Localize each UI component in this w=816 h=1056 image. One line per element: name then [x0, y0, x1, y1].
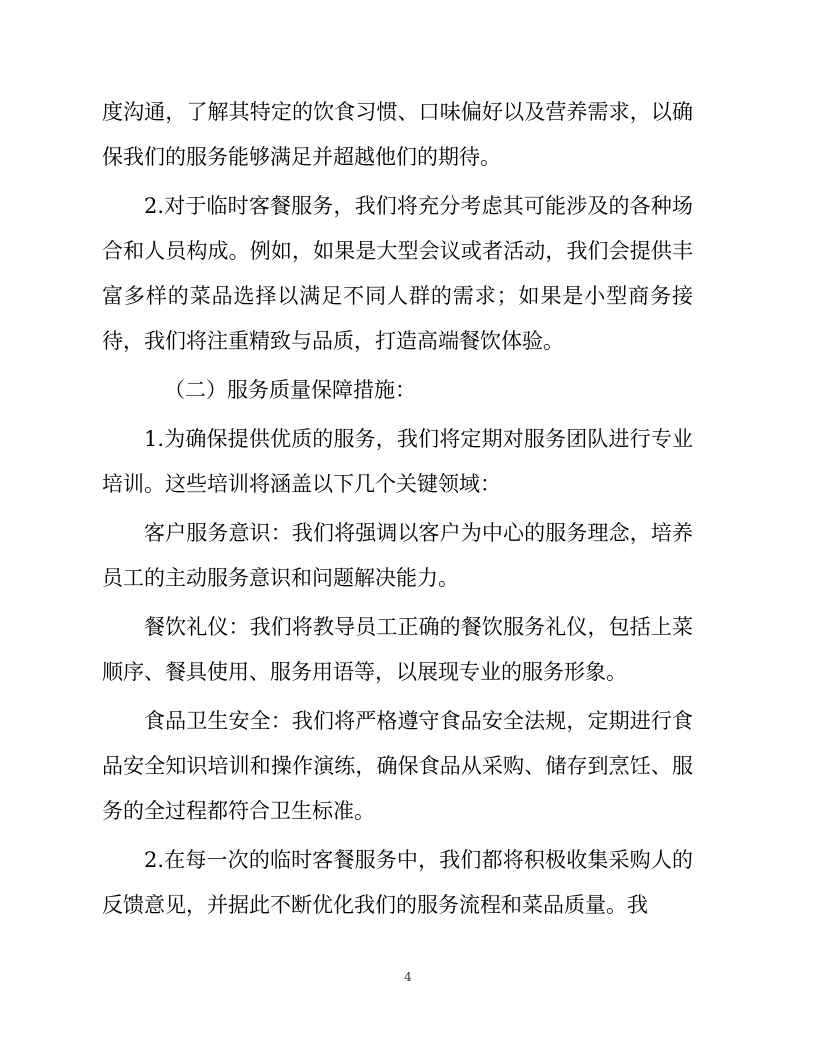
paragraph-customer-service-awareness: 客户服务意识：我们将强调以客户为中心的服务理念，培养员工的主动服务意识和问题解决能力。 — [102, 521, 693, 590]
paragraph-feedback-collection: 2.在每一次的临时客餐服务中，我们都将积极收集采购人的反馈意见，并据此不断优化我们的服务流程和菜品质量。我 — [102, 848, 693, 917]
paragraph-staff-training: 1.为确保提供优质的服务，我们将定期对服务团队进行专业培训。这些培训将涵盖以下几个关键领域： — [102, 427, 693, 496]
page-number: 4 — [404, 970, 412, 984]
paragraph-dining-etiquette: 餐饮礼仪：我们将教导员工正确的餐饮服务礼仪，包括上菜顺序、餐具使用、服务用语等，以展现专业的服务形象。 — [102, 615, 693, 684]
section-heading-quality-assurance: （二）服务质量保障措施： — [164, 378, 416, 402]
paragraph-food-safety: 食品卫生安全：我们将严格遵守食品安全法规，定期进行食品安全知识培训和操作演练，确保食品从采购、储存到烹饪、服务的全过程都符合卫生标准。 — [102, 709, 693, 823]
paragraph-temporary-meal-service: 2.对于临时客餐服务，我们将充分考虑其可能涉及的各种场合和人员构成。例如，如果是大型会议或者活动，我们会提供丰富多样的菜品选择以满足不同人群的需求；如果是小型商务接待，我们将注重精致与品质，打造高端餐饮体验。 — [102, 194, 693, 353]
page-body — [102, 90, 693, 932]
paragraph-continuation: 度沟通，了解其特定的饮食习惯、口味偏好以及营养需求，以确保我们的服务能够满足并超越他们的期待。 — [102, 100, 693, 169]
